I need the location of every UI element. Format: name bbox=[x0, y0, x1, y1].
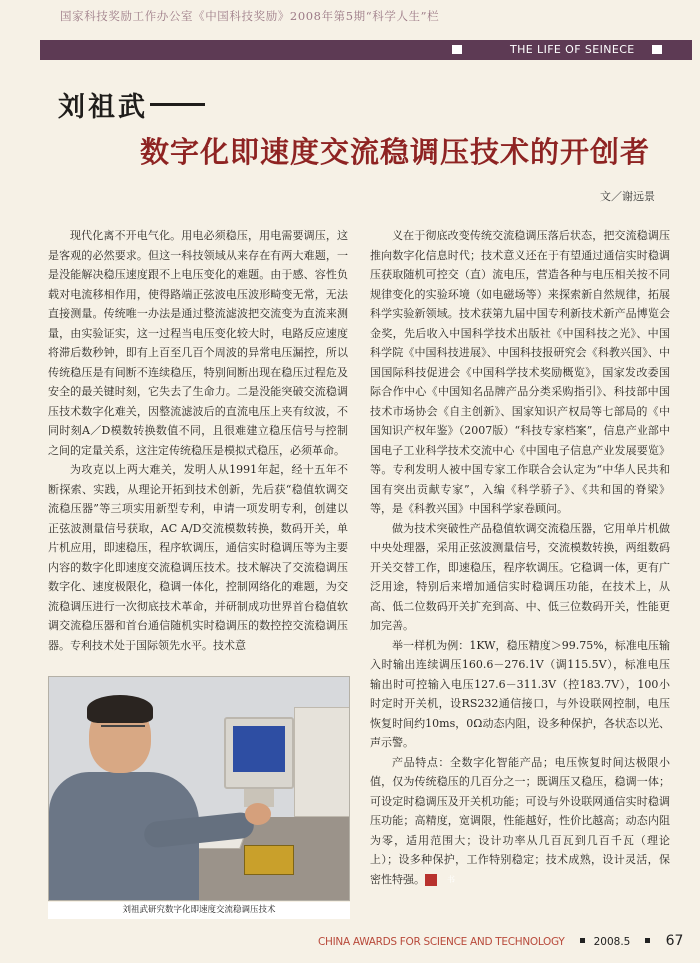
square-icon bbox=[452, 45, 462, 54]
left-column bbox=[48, 226, 348, 655]
running-header: 国家科技奖励工作办公室《中国科技奖励》2008年第5期“科学人生”栏 bbox=[60, 9, 440, 23]
researcher-hand bbox=[245, 803, 271, 825]
monitor-screen bbox=[233, 726, 285, 772]
title-dash bbox=[150, 103, 205, 106]
square-icon bbox=[652, 45, 662, 54]
computer-monitor bbox=[224, 717, 294, 789]
article-subject-name: 刘祖武 bbox=[58, 92, 148, 123]
circuit-board bbox=[244, 845, 294, 875]
body-paragraph: 举一样机为例：1KW，稳压精度＞99.75%，标准电压输入时输出连续调压160.6－276.1V（调115.5V），标准电压输出时可控输入电压127.6－311.3V（控183.7V），100小时定时开关机，设RS232通信接口，与外设联网控制，电压恢复时间约10ms，0Ω动态内阻，设多种保护，各状态以光、声示警。 bbox=[370, 638, 670, 749]
journal-name: CHINA AWARDS FOR SCIENCE AND TECHNOLOGY bbox=[318, 936, 565, 948]
body-paragraph bbox=[370, 753, 670, 890]
body-paragraph: 做为技术突破性产品稳值软调交流稳压器，它用单片机做中央处理器，采用正弦波测量信号，交流模数转换，两组数码开关交替工作，即速稳压，程序软调压。它稳调一体，更有广泛用途，特别后来增加通信实时稳调压功能，在技术上，从高、低二位数码开关扩充到高、中、低三位数码开关，性能更加完善。 bbox=[370, 521, 670, 632]
computer-tower bbox=[294, 707, 350, 817]
article-byline: 文／谢远景 bbox=[600, 190, 655, 203]
article-photo bbox=[48, 676, 350, 901]
section-band bbox=[40, 40, 692, 60]
article-title: 数字化即速度交流稳调压技术的开创者 bbox=[140, 135, 651, 169]
glasses bbox=[101, 725, 145, 735]
end-of-article-icon: 书 bbox=[425, 874, 437, 886]
right-column bbox=[370, 226, 670, 889]
section-band-title: THE LIFE OF SEINECE bbox=[510, 43, 635, 56]
page-number: 67 bbox=[665, 933, 684, 949]
issue-number: 2008.5 bbox=[593, 936, 631, 948]
photo-caption: 刘祖武研究数字化即速度交流稳调压技术 bbox=[48, 902, 350, 919]
square-bullet-icon bbox=[580, 938, 585, 943]
square-bullet-icon bbox=[645, 938, 650, 943]
body-paragraph: 义在于彻底改变传统交流稳调压落后状态，把交流稳调压推向数字化信息时代；技术意义还在于有望通过通信实时稳调压获取随机可控交（直）流电压，营造各种与电压相关按不同规律变化的实验环境（如电磁场等）来探索新自然规律，拓展科学实验新领域。技术获第九届中国专利新技术新产品博览会金奖，先后收入中国科学技术出版社《中国科技之光》、中国科学院《中国科技进展》、中国科技报研究会《科教兴国》、中国国际科技促进会《中国科学技术奖励概览》，国家发改委国际合作中心《中国知名品牌产品分类采购指引》、科技部中国技术市场协会《自主创新》、国家知识产权局等七部局的《中国知识产权年鉴》（2007版）“科技专家档案”，信息产业部中国电子工业科学技术交流中心《中国电子信息产业发展要览》等。专利发明人被中国专家工作联合会认定为“中华人民共和国有突出贡献专家”，入编《科学骄子》、《共和国的脊梁》等，是《科教兴国》中国科学家卷顾问。 bbox=[370, 229, 670, 515]
researcher-hair bbox=[87, 695, 153, 723]
body-paragraph: 为攻克以上两大难关，发明人从1991年起，经十五年不断探索、实践，从理论开拓到技术创新，先后获“稳值软调交流稳压器”等三项实用新型专利，申请一项发明专利，创建以正弦波测量信号获取，AC A/D交流模数转换，数码开关，单片机应用，即速稳压，程序软调压，通信实时稳调压等为主要内容的数字化即速度交流稳调压技术。技术解决了交流稳调压数字化、速度极限化，稳调一体化，控制网络化的难题，为交流稳调压进行一次彻底技术革命，并研制成功世界首台稳值软调交流稳压器和首台通信随机实时稳调压的数控控交流稳调压器。专利技术处于国际领先水平。技术意 bbox=[48, 463, 348, 652]
page-footer bbox=[318, 930, 683, 949]
closing-paragraph-text: 产品特点：全数字化智能产品；电压恢复时间达极限小值，仅为传统稳压的几百分之一；既调压又稳压，稳调一体；可设定时稳调压及开关机功能；可设与外设联网通信实时稳调压功能；高精度，宽调限，性能越好，性价比越高；动态内阻为零，适用范围大；设计功率从几百瓦到几百千瓦（理论上）；设多种保护，工作特别稳定；技术成熟，设计灵活，保密性特强。 bbox=[370, 755, 670, 886]
body-paragraph: 现代化离不开电气化。用电必须稳压，用电需要调压，这是客观的必然要求。但这一科技领域从来存在有两大难题，一是没能解决稳压速度跟不上电压变化的难题。由于感、容性负载对电流移相作用，使得路端正弦波电压波形畸变无常，无法直接测量。传统唯一办法是通过整流滤波把交流变为直流来测量，由实验证实，这一过程当电压变化较大时，电路反应速度将滞后数秒钟，即有上百至几百个周波的异常电压漏控，所以传统稳压是有间断不连续稳压，特别间断出现在稳压过程危及安全的最关键时刻，它失去了生命力。二是没能突破交流稳调压技术数字化难关，因整流滤波后的直流电压上夹有纹波，不同时刻A／D模数转换数值不同，且很难建立稳压信号与控制之间的定量关系，这注定传统稳压是模拟式稳压，必须革命。 bbox=[48, 229, 348, 457]
